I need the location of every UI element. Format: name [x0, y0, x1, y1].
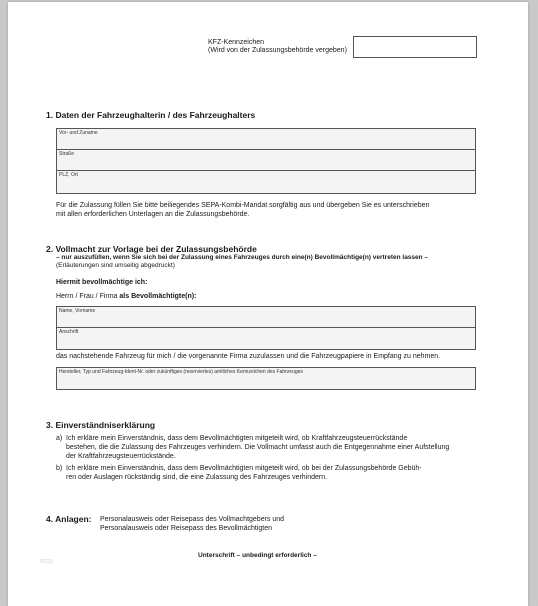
consent-item-a-line2: bestehen, die die Zulassung des Fahrzeuges verhindern. Die Vollmacht umfasst auch die Entgegennahme einer Aufstellung [66, 444, 450, 451]
section2-subtitle [56, 254, 496, 270]
kfz-label [208, 39, 347, 55]
sepa-note-line1: Für die Zulassung füllen Sie bitte beiliegendes SEPA-Kombi-Mandat sorgfältig aus und übergeben Sie es unterschrieben [56, 202, 430, 209]
document-page [8, 2, 528, 606]
consent-item-a-marker: a) [56, 435, 63, 442]
kfz-number-field[interactable] [353, 36, 477, 58]
consent-item-b-text [66, 464, 474, 482]
section3-title: 3. Einverständniserklärung [46, 420, 156, 430]
agent-address-label: Anschrift [59, 329, 79, 335]
section2-subtitle-line2: (Erläuterungen sind umseitig abgedruckt) [56, 262, 175, 269]
holder-name-field[interactable] [57, 129, 475, 150]
herrn-bold: als Bevollmächtigte(n): [119, 293, 197, 300]
attachment-line1: Personalausweis oder Reisepass des Vollmachtgebers und [100, 516, 285, 523]
sepa-note-line2: mit allen erforderlichen Unterlagen an die Zulassungsbehörde. [56, 211, 250, 218]
section2-subtitle-line1: – nur auszufüllen, wenn Sie sich bei der Zulassung eines Fahrzeuges durch eine(n) Bevollmächtige(n) vertreten lassen – [56, 254, 429, 261]
consent-item-b-line1: Ich erkläre mein Einverständnis, dass dem Bevollmächtigten mitgeteilt wird, ob bei der Zulassungsbehörde Gebüh- [66, 465, 422, 472]
kfz-label-line2: (Wird von der Zulassungsbehörde vergeben) [208, 47, 347, 54]
section1-title: 1. Daten der Fahrzeughalterin / des Fahrzeughalters [46, 110, 256, 120]
consent-item-b-marker: b) [56, 465, 63, 472]
kfz-label-line1: KFZ-Kennzeichen [208, 39, 265, 46]
signature-note: Unterschrift – unbedingt erforderlich – [198, 552, 317, 559]
agent-name-label: Name, Vorname [59, 308, 96, 314]
vehicle-field[interactable] [56, 367, 476, 390]
attachment-line2: Personalausweis oder Reisepass des Bevollmächtigten [100, 525, 272, 532]
consent-item-a [56, 434, 476, 464]
agent-form [56, 306, 476, 350]
holder-city-field[interactable] [57, 171, 475, 193]
holder-form [56, 128, 476, 194]
consent-item-a-line3: der Kraftfahrzeugsteuerrückstände. [66, 453, 176, 460]
herrn-label [56, 292, 196, 301]
agent-address-field[interactable] [57, 328, 475, 349]
sepa-note [56, 201, 496, 219]
consent-item-b [56, 464, 476, 484]
consent-item-a-line1: Ich erkläre mein Einverständnis, dass dem Bevollmächtigten mitgeteilt wird, ob Kraftfahrzeugsteuerrückstände [66, 435, 408, 442]
consent-item-b-line2: ren oder Auslagen rückständig sind, die eine Zulassung des Fahrzeuges verhindern. [66, 474, 328, 481]
agent-name-field[interactable] [57, 307, 475, 328]
hiermit-label: Hiermit bevollmächtige ich: [56, 279, 148, 286]
section2-title: 2. Vollmacht zur Vorlage bei der Zulassungsbehörde [46, 244, 257, 254]
section4-title: 4. Anlagen: [46, 514, 92, 524]
holder-name-label: Vor- und Zuname [59, 130, 98, 136]
consent-item-a-text [66, 434, 474, 461]
holder-street-label: Straße [59, 151, 75, 157]
attachments-list [100, 515, 284, 533]
holder-street-field[interactable] [57, 150, 475, 171]
vehicle-field-label: Hersteller, Typ und Fahrzeug-Ident-Nr. oder zukünftiges (reserviertes) amtliches Kennzeichen des Fahrzeuges [59, 369, 303, 375]
herrn-prefix: Herrn / Frau / Firma [56, 293, 120, 300]
watermark-text: tccp [40, 558, 53, 565]
authorize-text: das nachstehende Fahrzeug für mich / die vorgenannte Firma zuzulassen und die Fahrzeugpapiere in Empfang zu nehmen. [56, 353, 441, 360]
holder-city-label: PLZ, Ort [59, 172, 78, 178]
